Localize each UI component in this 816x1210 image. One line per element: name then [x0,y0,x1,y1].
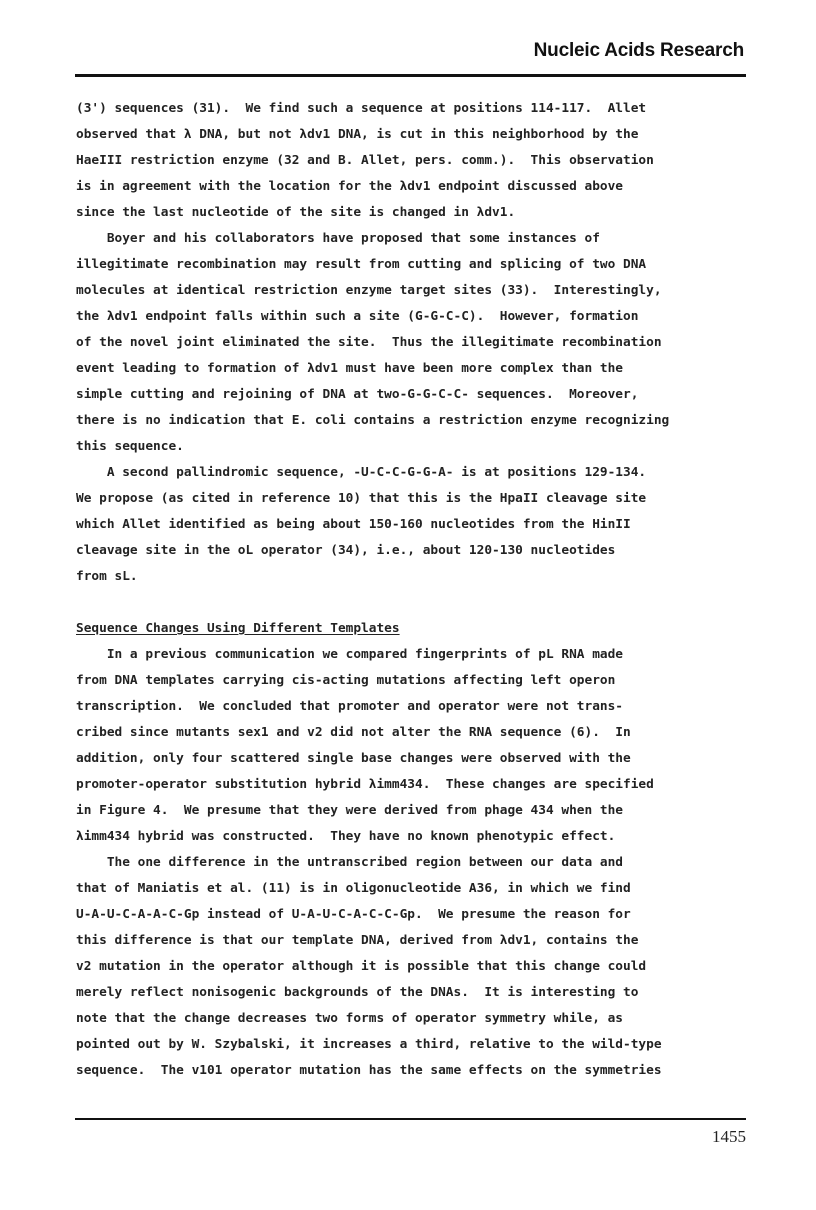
text-line: cleavage site in the oL operator (34), i.e., about 120-130 nucleotides [76,543,616,558]
text-line: note that the change decreases two forms of operator symmetry while, as [76,1011,624,1026]
text-line: which Allet identified as being about 150-160 nucleotides from the HinII [76,517,631,532]
text-line: transcription. We concluded that promoter and operator were not trans- [76,699,624,714]
text-line: HaeIII restriction enzyme (32 and B. Allet, pers. comm.). This observation [76,153,654,168]
text-line: observed that λ DNA, but not λdv1 DNA, is cut in this neighborhood by the [76,127,639,142]
text-line: illegitimate recombination may result from cutting and splicing of two DNA [76,257,647,272]
text-line: the λdv1 endpoint falls within such a site (G-G-C-C). However, formation [76,309,639,324]
paragraph-gap [76,590,748,616]
header-rule [75,74,746,77]
text-line: merely reflect nonisogenic backgrounds of the DNAs. It is interesting to [76,985,639,1000]
text-line: from DNA templates carrying cis-acting mutations affecting left operon [76,673,616,688]
text-line: addition, only four scattered single base changes were observed with the [76,751,631,766]
journal-title: Nucleic Acids Research [533,40,744,61]
text-line: λimm434 hybrid was constructed. They have no known phenotypic effect. [76,829,616,844]
text-line: that of Maniatis et al. (11) is in oligonucleotide A36, in which we find [76,881,631,896]
text-line: this sequence. [76,439,184,454]
text-line: cribed since mutants sex1 and v2 did not alter the RNA sequence (6). In [76,725,631,740]
text-line: of the novel joint eliminated the site. Thus the illegitimate recombination [76,335,662,350]
text-line: pointed out by W. Szybalski, it increases a third, relative to the wild-type [76,1037,662,1052]
text-line: (3') sequences (31). We find such a sequence at positions 114-117. Allet [76,101,647,116]
text-line: is in agreement with the location for the λdv1 endpoint discussed above [76,179,624,194]
page-number: 1455 [712,1127,746,1146]
text-line: U-A-U-C-A-A-C-Gp instead of U-A-U-C-A-C-C-Gp. We presume the reason for [76,907,631,922]
text-line: v2 mutation in the operator although it is possible that this change could [76,959,647,974]
section-heading: Sequence Changes Using Different Templates [76,621,400,636]
text-line: simple cutting and rejoining of DNA at two-G-G-C-C- sequences. Moreover, [76,387,639,402]
text-line: in Figure 4. We presume that they were derived from phage 434 when the [76,803,624,818]
text-line: since the last nucleotide of the site is changed in λdv1. [76,205,516,220]
text-line: event leading to formation of λdv1 must have been more complex than the [76,361,624,376]
text-line: Boyer and his collaborators have proposed that some instances of [76,231,600,246]
text-line: In a previous communication we compared fingerprints of pL RNA made [76,647,624,662]
text-line: The one difference in the untranscribed region between our data and [76,855,624,870]
text-line: A second pallindromic sequence, -U-C-C-G-G-A- is at positions 129-134. [76,465,647,480]
text-line: this difference is that our template DNA, derived from λdv1, contains the [76,933,639,948]
text-line: molecules at identical restriction enzyme target sites (33). Interestingly, [76,283,662,298]
text-line: there is no indication that E. coli contains a restriction enzyme recognizing [76,413,670,428]
footer-rule [75,1118,746,1120]
text-line: from sL. [76,569,138,584]
text-line: promoter-operator substitution hybrid λimm434. These changes are specified [76,777,654,792]
text-line: We propose (as cited in reference 10) that this is the HpaII cleavage site [76,491,647,506]
text-line: sequence. The v101 operator mutation has the same effects on the symmetries [76,1063,662,1078]
article-body [76,96,748,1084]
